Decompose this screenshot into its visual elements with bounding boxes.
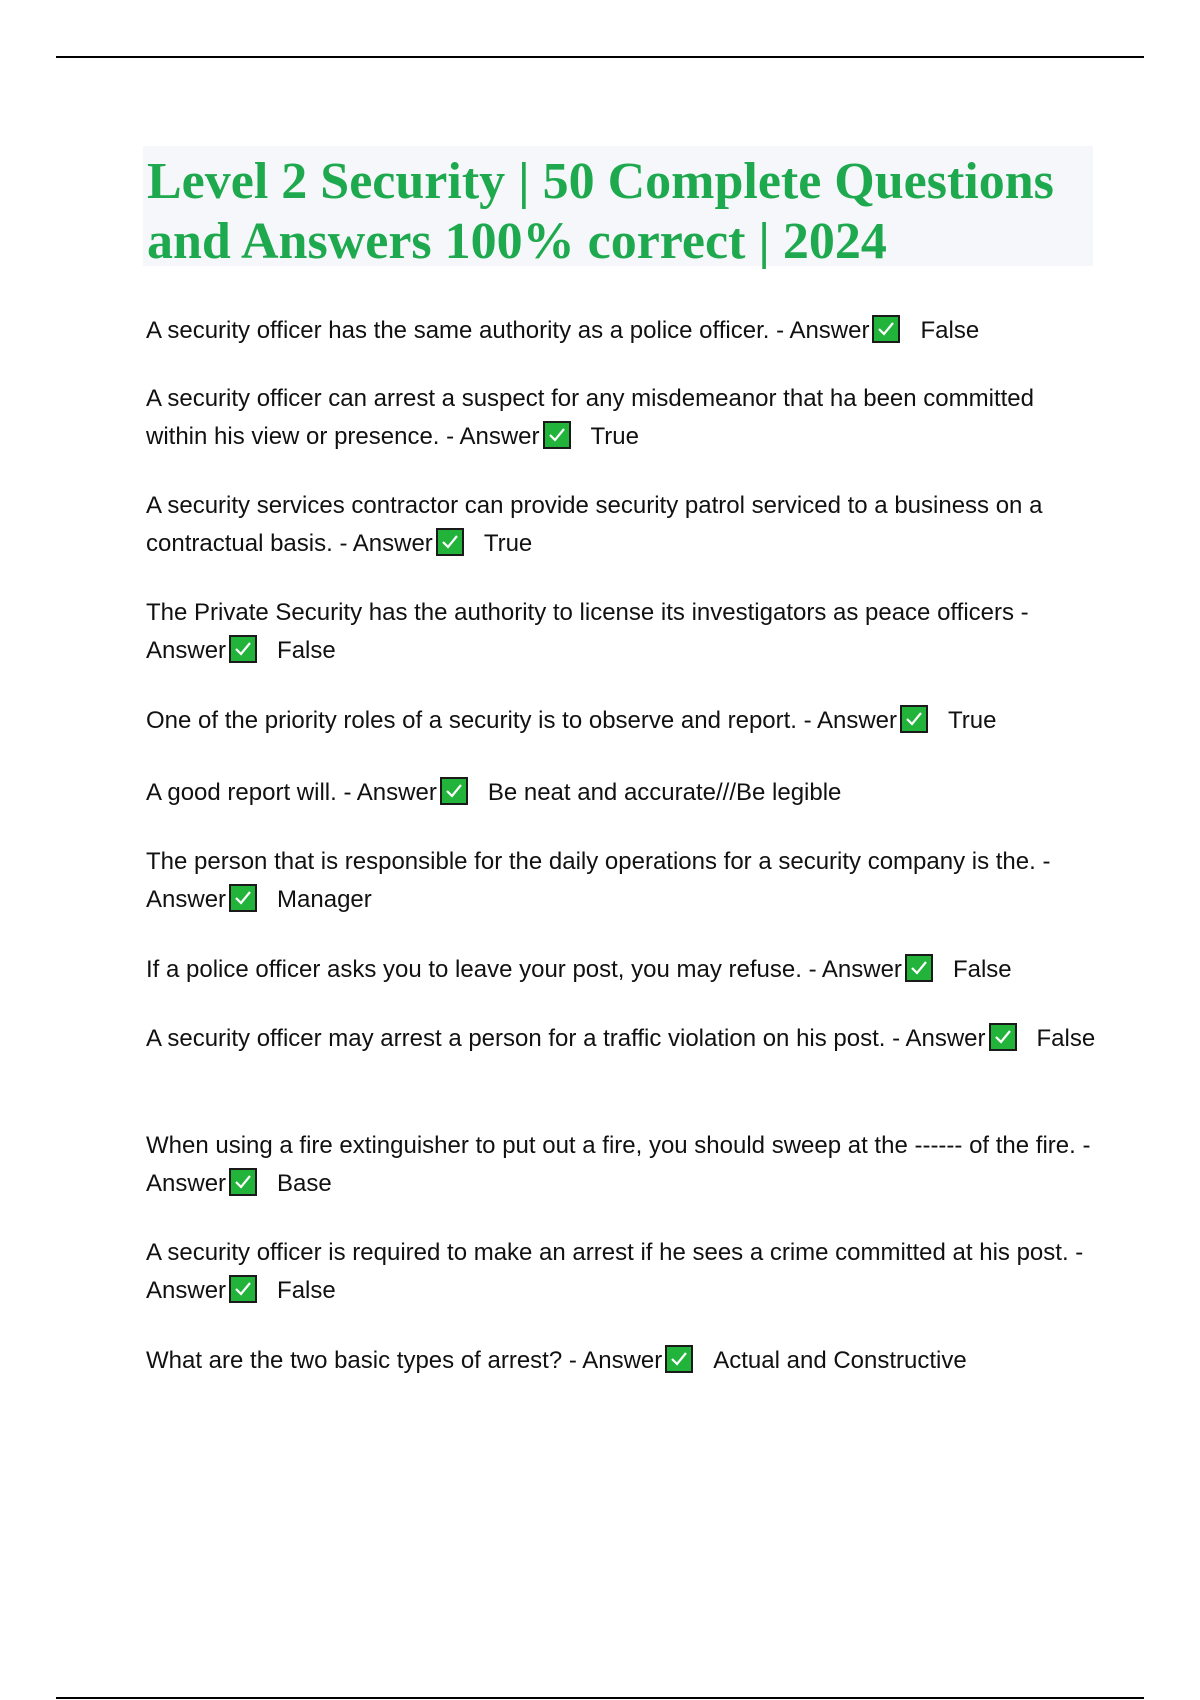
qa-item [146,843,1096,919]
answer-text: Base [277,1170,332,1197]
check-icon [440,777,468,805]
answer-label: - Answer [808,956,902,983]
qa-item [146,702,1096,740]
check-icon [989,1023,1017,1051]
qa-item [146,380,1096,456]
question-text: A security officer can arrest a suspect for any misdemeanor that ha been committed within his view or presence. [146,385,1034,450]
check-icon [436,528,464,556]
document-title: Level 2 Security | 50 Complete Questions and Answers 100% correct | 2024 [147,153,1054,270]
answer-label: - Answer [146,599,1029,664]
qa-item [146,1234,1096,1310]
qa-item [146,1342,1096,1380]
answer-label: - Answer [892,1025,986,1052]
answer-text: False [952,956,1012,983]
question-text: A security officer has the same authority as a police officer. [146,317,770,344]
question-text: The Private Security has the authority to license its investigators as peace officers [146,599,1014,626]
answer-label: - Answer [568,1347,663,1374]
check-icon [872,315,900,343]
answer-text: Actual and Constructive [713,1347,967,1374]
answer-text: False [277,637,336,664]
check-icon [900,705,928,733]
answer-label: - Answer [803,707,898,734]
answer-label: - Answer [339,530,433,557]
answer-text: True [483,530,533,557]
check-icon [229,1275,257,1303]
check-icon [905,954,933,982]
answer-text: Be neat and accurate///Be legible [487,779,842,806]
qa-item [146,1020,1096,1058]
qa-item [146,774,1096,812]
qa-item [146,312,1096,350]
qa-item [146,951,1096,989]
question-text: One of the priority roles of a security is to observe and report. [146,707,797,734]
check-icon [229,1168,257,1196]
question-text: The person that is responsible for the daily operations for a security company is the. [146,848,1036,875]
qa-item [146,594,1096,670]
question-text: If a police officer asks you to leave your post, you may refuse. [146,956,802,983]
top-rule [56,56,1144,58]
answer-label: - Answer [146,1239,1084,1304]
answer-text: False [920,317,980,344]
answer-label: - Answer [776,317,870,344]
answer-text: True [590,423,639,450]
answer-label: - Answer [446,423,540,450]
bottom-rule [56,1697,1144,1699]
answer-text: False [1036,1025,1096,1052]
title-block [143,146,1093,270]
question-text: A security services contractor can provide security patrol serviced to a business on a contractual basis. [146,492,1043,557]
question-text: A security officer may arrest a person for a traffic violation on his post. [146,1025,886,1052]
question-text: When using a fire extinguisher to put out a fire, you should sweep at the ------ of the fire. [146,1132,1076,1159]
qa-item [146,487,1096,563]
answer-label: - Answer [343,779,437,806]
question-text: What are the two basic types of arrest? [146,1347,563,1374]
answer-text: True [948,707,997,734]
check-icon [665,1345,693,1373]
answer-label: - Answer [146,848,1051,913]
answer-label: - Answer [146,1132,1091,1197]
question-text: A good report will. [146,779,337,806]
qa-item [146,1127,1096,1203]
check-icon [543,421,571,449]
check-icon [229,884,257,912]
answer-text: Manager [277,886,372,913]
question-text: A security officer is required to make an arrest if he sees a crime committed at his post. [146,1239,1069,1266]
answer-text: False [277,1277,336,1304]
check-icon [229,635,257,663]
